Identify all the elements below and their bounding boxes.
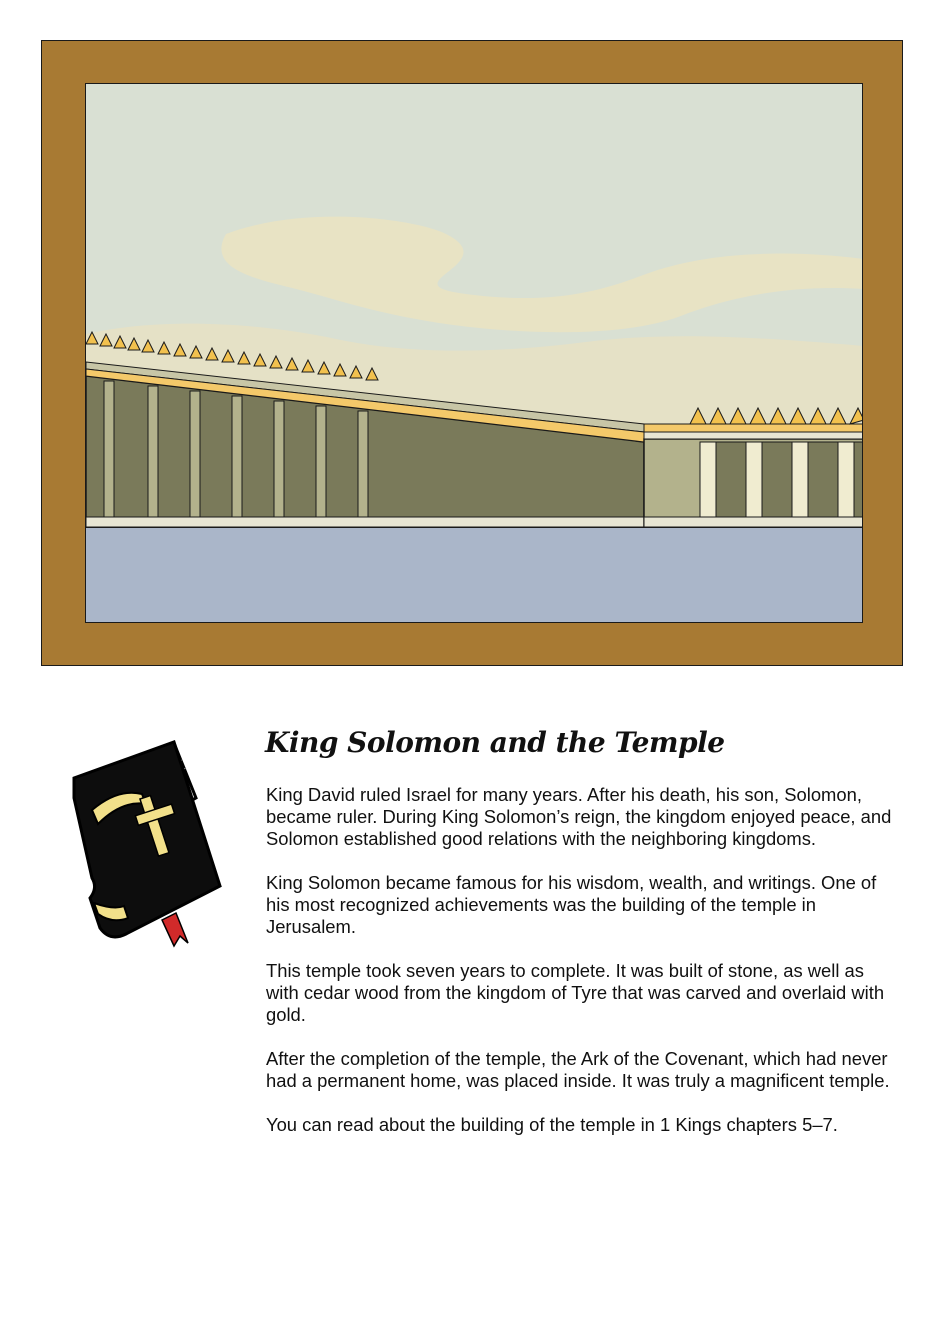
paragraph: King David ruled Israel for many years. After his death, his son, Solomon, became ruler. During King Solomon’s reign, the kingdom enjoyed peace, and Solomon established good relations with the neighboring kingdoms. <box>266 784 892 849</box>
page-title: King Solomon and the Temple <box>265 726 725 759</box>
temple-columns-right <box>700 442 863 517</box>
story-text <box>266 784 896 1158</box>
temple-illustration <box>85 83 863 623</box>
courtyard <box>86 527 863 623</box>
paragraph: You can read about the building of the temple in 1 Kings chapters 5–7. <box>266 1114 838 1135</box>
paragraph: After the completion of the temple, the Ark of the Covenant, which had never had a permanent home, was placed inside. It was truly a magnificent temple. <box>266 1048 890 1091</box>
paragraph: King Solomon became famous for his wisdom, wealth, and writings. One of his most recognized achievements was the building of the temple in Jerusalem. <box>266 872 877 937</box>
holy-bible-icon <box>70 738 230 948</box>
paragraph: This temple took seven years to complete. It was built of stone, as well as with cedar wood from the kingdom of Tyre that was carved and overlaid with gold. <box>266 960 885 1025</box>
